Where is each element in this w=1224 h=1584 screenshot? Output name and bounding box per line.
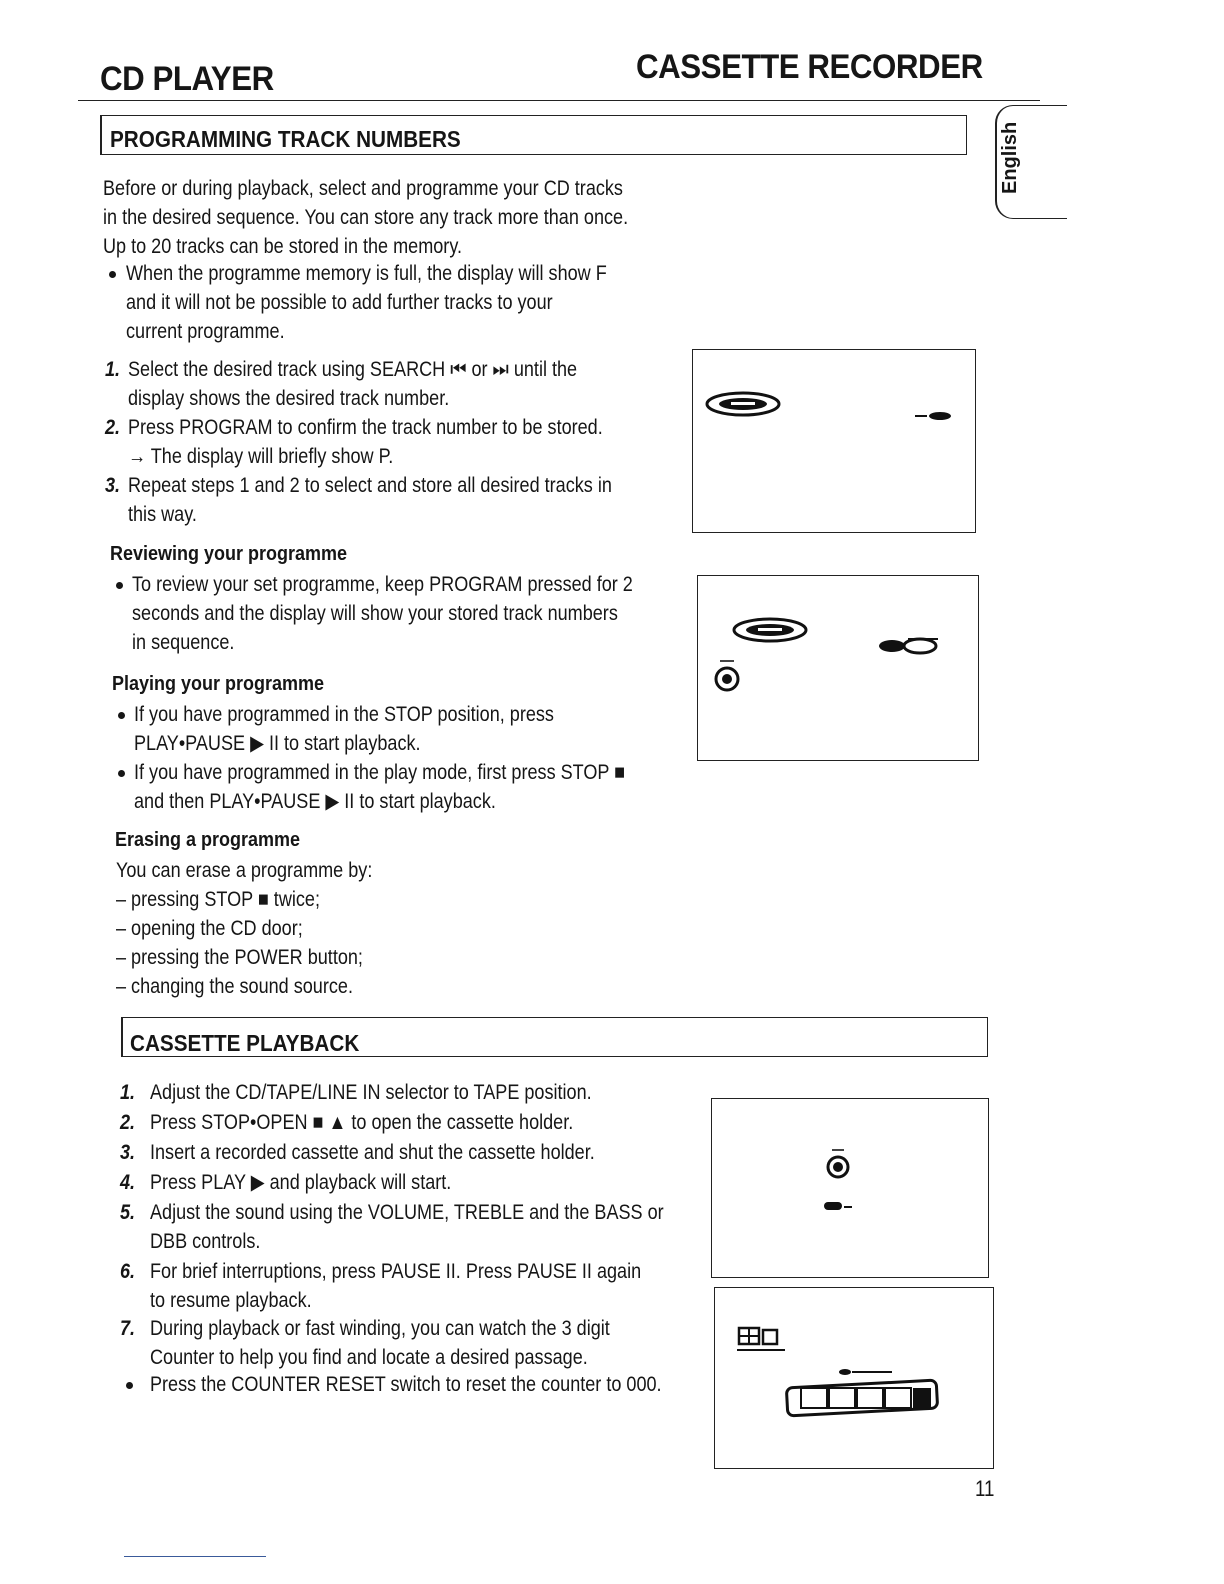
bullet-dot	[118, 770, 125, 777]
illustration-program-display	[692, 349, 976, 533]
playing-bullet-1-line-1: If you have programmed in the STOP position, press	[134, 703, 554, 726]
step-number: 3.	[120, 1141, 136, 1164]
reviewing-line-2: seconds and the display will show your stored track numbers	[132, 602, 618, 625]
cassette-step-2: Press STOP•OPEN ■ ▲ to open the cassette holder.	[150, 1111, 574, 1134]
cassette-step-5-line-1: Adjust the sound using the VOLUME, TREBLE and the BASS or	[150, 1201, 664, 1224]
reviewing-line-1: To review your set programme, keep PROGRAM pressed for 2	[132, 573, 633, 596]
erasing-item: – pressing STOP ■ twice;	[116, 888, 320, 911]
playing-bullet-1-line-2: PLAY•PAUSE ▶ II to start playback.	[134, 732, 421, 755]
language-label: English	[999, 121, 1021, 194]
bullet-dot	[109, 271, 116, 278]
step-number: 7.	[120, 1317, 136, 1340]
step-1-line-1: Select the desired track using SEARCH ⏮ or ⏭ until the	[128, 358, 578, 381]
step-3-line-2: this way.	[128, 503, 197, 526]
reviewing-heading: Reviewing your programme	[110, 543, 348, 565]
erasing-item: – changing the sound source.	[116, 975, 353, 998]
language-tab	[995, 105, 1067, 219]
erasing-heading: Erasing a programme	[115, 829, 301, 851]
erasing-item: – pressing the POWER button;	[116, 946, 363, 969]
counter-reset-line: Press the COUNTER RESET switch to reset the counter to 000.	[150, 1373, 662, 1396]
step-number: 2.	[105, 416, 121, 439]
cassette-step-1: Adjust the CD/TAPE/LINE IN selector to TAPE position.	[150, 1081, 592, 1104]
cassette-section-title: CASSETTE PLAYBACK	[130, 1030, 360, 1056]
playing-bullet-2-line-1: If you have programmed in the play mode, first press STOP ■	[134, 761, 626, 784]
programming-intro-3: Up to 20 tracks can be stored in the memory.	[103, 235, 463, 258]
step-number: 3.	[105, 474, 121, 497]
programming-section-title: PROGRAMMING TRACK NUMBERS	[110, 126, 461, 152]
cassette-step-4: Press PLAY ▶ and playback will start.	[150, 1171, 452, 1194]
erasing-intro: You can erase a programme by:	[116, 859, 373, 882]
cassette-step-7-line-1: During playback or fast winding, you can watch the 3 digit	[150, 1317, 610, 1340]
memory-full-line-3: current programme.	[126, 320, 285, 343]
reviewing-line-3: in sequence.	[132, 631, 235, 654]
erasing-item: – opening the CD door;	[116, 917, 303, 940]
cassette-step-6-line-1: For brief interruptions, press PAUSE II. Press PAUSE II again	[150, 1260, 642, 1283]
step-2-line-2: → The display will briefly show P.	[128, 445, 394, 468]
page-number: 11	[975, 1476, 995, 1501]
step-1-line-2: display shows the desired track number.	[128, 387, 450, 410]
step-number: 4.	[120, 1171, 136, 1194]
step-number: 1.	[120, 1081, 136, 1104]
cassette-step-6-line-2: to resume playback.	[150, 1289, 312, 1312]
header-right-title: CASSETTE RECORDER	[636, 48, 983, 86]
bullet-dot	[116, 582, 123, 589]
illustration-review-programme	[697, 575, 979, 761]
step-number: 6.	[120, 1260, 136, 1283]
header-left-title: CD PLAYER	[100, 60, 274, 98]
step-3-line-1: Repeat steps 1 and 2 to select and store all desired tracks in	[128, 474, 612, 497]
step-number: 5.	[120, 1201, 136, 1224]
illustration-cassette-power	[711, 1098, 989, 1278]
header-rule	[78, 100, 1040, 101]
step-2-line-1: Press PROGRAM to confirm the track number to be stored.	[128, 416, 603, 439]
cassette-step-3: Insert a recorded cassette and shut the cassette holder.	[150, 1141, 595, 1164]
illustration-cassette-counter	[714, 1287, 994, 1469]
memory-full-line-2: and it will not be possible to add further tracks to your	[126, 291, 553, 314]
programming-intro-1: Before or during playback, select and programme your CD tracks	[103, 177, 623, 200]
memory-full-line-1: When the programme memory is full, the display will show F	[126, 262, 607, 285]
cassette-step-5-line-2: DBB controls.	[150, 1230, 261, 1253]
step-number: 2.	[120, 1111, 136, 1134]
playing-heading: Playing your programme	[112, 673, 325, 695]
bullet-dot	[126, 1382, 133, 1389]
programming-intro-2: in the desired sequence. You can store any track more than once.	[103, 206, 629, 229]
cassette-step-7-line-2: Counter to help you find and locate a desired passage.	[150, 1346, 588, 1369]
bottom-edge-line	[124, 1556, 266, 1557]
step-number: 1.	[105, 358, 121, 381]
playing-bullet-2-line-2: and then PLAY•PAUSE ▶ II to start playback.	[134, 790, 496, 813]
bullet-dot	[118, 712, 125, 719]
